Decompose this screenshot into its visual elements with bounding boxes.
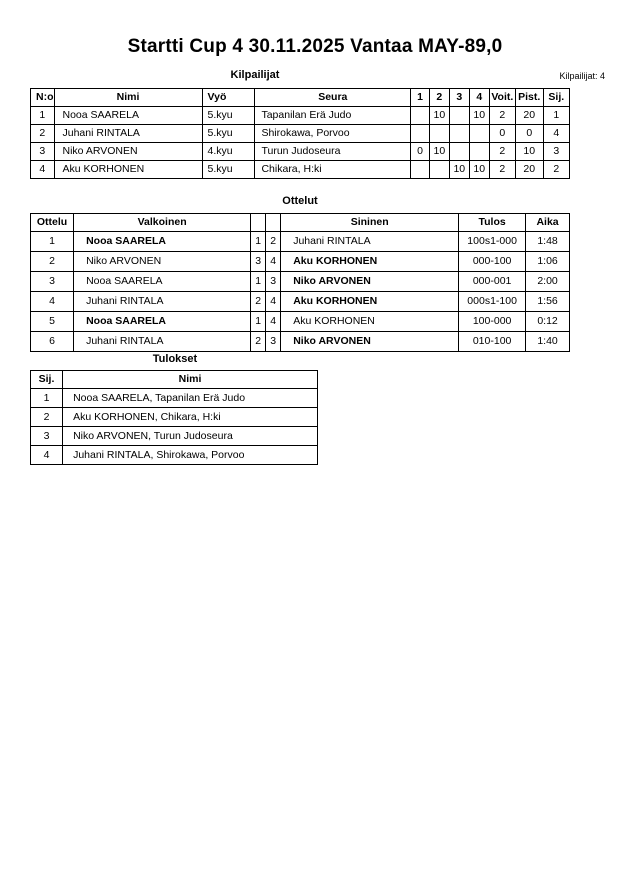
- cell-time: 1:40: [526, 332, 570, 352]
- cell-round-4: [469, 143, 489, 161]
- cell-match-no: 5: [31, 312, 74, 332]
- cell-white-number: 1: [251, 272, 266, 292]
- cell-rank: 1: [543, 107, 569, 125]
- cell-blue: Juhani RINTALA: [281, 232, 459, 252]
- col-header-wins: Voit.: [489, 89, 515, 107]
- col-header-match-no: Ottelu: [31, 214, 74, 232]
- cell-blue-number: 3: [266, 272, 281, 292]
- cell-round-1: [411, 125, 430, 143]
- table-row: [31, 427, 318, 446]
- cell-blue: Aku KORHONEN: [281, 252, 459, 272]
- cell-wins: 2: [489, 107, 515, 125]
- cell-blue-number: 3: [266, 332, 281, 352]
- table-row: [31, 272, 570, 292]
- table-header-row: [31, 89, 570, 107]
- col-header-round-4: 4: [469, 89, 489, 107]
- cell-time: 0:12: [526, 312, 570, 332]
- col-header-club: Seura: [255, 89, 411, 107]
- cell-time: 1:56: [526, 292, 570, 312]
- cell-name: Niko ARVONEN: [54, 143, 202, 161]
- col-header-rank: Sij.: [543, 89, 569, 107]
- col-header-name: Nimi: [54, 89, 202, 107]
- cell-no: 1: [31, 107, 55, 125]
- cell-rank: 3: [543, 143, 569, 161]
- cell-result-rank: 2: [31, 408, 63, 427]
- cell-round-1: [411, 107, 430, 125]
- cell-no: 2: [31, 125, 55, 143]
- col-header-round-2: 2: [429, 89, 449, 107]
- col-header-result-name: Nimi: [63, 371, 318, 389]
- cell-blue-number: 4: [266, 252, 281, 272]
- col-header-belt: Vyö: [202, 89, 255, 107]
- cell-name: Nooa SAARELA: [54, 107, 202, 125]
- col-header-points: Pist.: [515, 89, 543, 107]
- cell-club: Tapanilan Erä Judo: [255, 107, 411, 125]
- cell-round-4: 10: [469, 107, 489, 125]
- cell-blue-number: 4: [266, 312, 281, 332]
- cell-result: 000-100: [459, 252, 526, 272]
- table-row: [31, 389, 318, 408]
- cell-round-2: [429, 161, 449, 179]
- cell-points: 20: [515, 161, 543, 179]
- cell-no: 3: [31, 143, 55, 161]
- col-header-time: Aika: [526, 214, 570, 232]
- cell-result: 100s1-000: [459, 232, 526, 252]
- cell-belt: 4.kyu: [202, 143, 255, 161]
- cell-round-3: 10: [449, 161, 469, 179]
- cell-blue: Aku KORHONEN: [281, 292, 459, 312]
- cell-blue-number: 2: [266, 232, 281, 252]
- cell-match-no: 3: [31, 272, 74, 292]
- cell-white: Niko ARVONEN: [74, 252, 251, 272]
- col-header-result: Tulos: [459, 214, 526, 232]
- cell-result-name: Niko ARVONEN, Turun Judoseura: [63, 427, 318, 446]
- col-header-round-3: 3: [449, 89, 469, 107]
- cell-round-1: 0: [411, 143, 430, 161]
- cell-club: Turun Judoseura: [255, 143, 411, 161]
- cell-match-no: 6: [31, 332, 74, 352]
- cell-blue: Niko ARVONEN: [281, 272, 459, 292]
- cell-name: Juhani RINTALA: [54, 125, 202, 143]
- cell-round-1: [411, 161, 430, 179]
- col-header-blue: Sininen: [281, 214, 459, 232]
- results-table: [30, 370, 318, 465]
- matches-section-label: Ottelut: [282, 195, 318, 207]
- cell-round-2: 10: [429, 143, 449, 161]
- cell-white-number: 2: [251, 332, 266, 352]
- cell-time: 2:00: [526, 272, 570, 292]
- cell-round-2: 10: [429, 107, 449, 125]
- cell-result: 100-000: [459, 312, 526, 332]
- cell-white-number: 2: [251, 292, 266, 312]
- cell-result: 000s1-100: [459, 292, 526, 312]
- cell-belt: 5.kyu: [202, 161, 255, 179]
- table-row: [31, 446, 318, 465]
- cell-result-name: Nooa SAARELA, Tapanilan Erä Judo: [63, 389, 318, 408]
- cell-white: Juhani RINTALA: [74, 332, 251, 352]
- table-row: [31, 312, 570, 332]
- cell-white-number: 1: [251, 232, 266, 252]
- cell-round-2: [429, 125, 449, 143]
- table-row: [31, 408, 318, 427]
- cell-white: Nooa SAARELA: [74, 232, 251, 252]
- cell-round-3: [449, 143, 469, 161]
- cell-club: Shirokawa, Porvoo: [255, 125, 411, 143]
- competitor-count: Kilpailijat: 4: [559, 71, 605, 81]
- col-header-white: Valkoinen: [74, 214, 251, 232]
- table-row: [31, 107, 570, 125]
- col-header-white-number: [251, 214, 266, 232]
- cell-name: Aku KORHONEN: [54, 161, 202, 179]
- cell-result-rank: 4: [31, 446, 63, 465]
- cell-round-3: [449, 107, 469, 125]
- cell-round-3: [449, 125, 469, 143]
- cell-time: 1:48: [526, 232, 570, 252]
- competitors-table: [30, 88, 570, 179]
- cell-result: 010-100: [459, 332, 526, 352]
- cell-white: Juhani RINTALA: [74, 292, 251, 312]
- cell-white-number: 3: [251, 252, 266, 272]
- table-row: [31, 292, 570, 312]
- cell-result-rank: 3: [31, 427, 63, 446]
- page-title: Startti Cup 4 30.11.2025 Vantaa MAY-89,0: [127, 36, 503, 57]
- cell-belt: 5.kyu: [202, 125, 255, 143]
- competitors-section-label: Kilpailijat: [230, 69, 280, 81]
- cell-blue: Niko ARVONEN: [281, 332, 459, 352]
- cell-time: 1:06: [526, 252, 570, 272]
- table-row: [31, 332, 570, 352]
- table-row: [31, 232, 570, 252]
- cell-wins: 2: [489, 161, 515, 179]
- cell-blue-number: 4: [266, 292, 281, 312]
- cell-match-no: 2: [31, 252, 74, 272]
- cell-round-4: [469, 125, 489, 143]
- cell-wins: 2: [489, 143, 515, 161]
- cell-wins: 0: [489, 125, 515, 143]
- cell-match-no: 4: [31, 292, 74, 312]
- cell-no: 4: [31, 161, 55, 179]
- cell-rank: 4: [543, 125, 569, 143]
- cell-result-rank: 1: [31, 389, 63, 408]
- table-row: [31, 161, 570, 179]
- table-header-row: [31, 214, 570, 232]
- cell-result-name: Aku KORHONEN, Chikara, H:ki: [63, 408, 318, 427]
- table-row: [31, 125, 570, 143]
- cell-points: 20: [515, 107, 543, 125]
- cell-white: Nooa SAARELA: [74, 312, 251, 332]
- cell-points: 10: [515, 143, 543, 161]
- col-header-no: N:o: [31, 89, 55, 107]
- col-header-round-1: 1: [411, 89, 430, 107]
- cell-rank: 2: [543, 161, 569, 179]
- cell-white-number: 1: [251, 312, 266, 332]
- cell-result: 000-001: [459, 272, 526, 292]
- cell-club: Chikara, H:ki: [255, 161, 411, 179]
- cell-match-no: 1: [31, 232, 74, 252]
- cell-blue: Aku KORHONEN: [281, 312, 459, 332]
- cell-round-4: 10: [469, 161, 489, 179]
- matches-table: [30, 213, 570, 352]
- col-header-blue-number: [266, 214, 281, 232]
- cell-result-name: Juhani RINTALA, Shirokawa, Porvoo: [63, 446, 318, 465]
- cell-white: Nooa SAARELA: [74, 272, 251, 292]
- table-row: [31, 252, 570, 272]
- cell-points: 0: [515, 125, 543, 143]
- col-header-result-rank: Sij.: [31, 371, 63, 389]
- table-row: [31, 143, 570, 161]
- cell-belt: 5.kyu: [202, 107, 255, 125]
- results-section-label: Tulokset: [152, 353, 198, 365]
- table-header-row: [31, 371, 318, 389]
